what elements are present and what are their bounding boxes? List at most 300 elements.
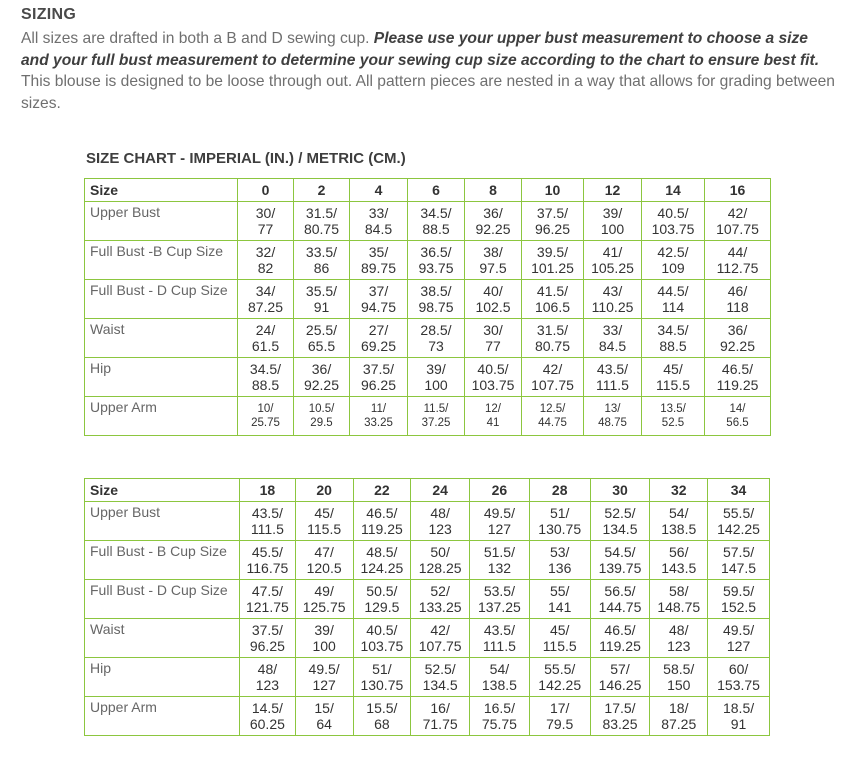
measurement-cell: [584, 280, 642, 319]
imperial-value: 25.5/: [305, 322, 338, 338]
imperial-value: 42.5/: [657, 244, 689, 260]
measurement-cell: [240, 541, 296, 580]
measurement-cell: [529, 619, 590, 658]
imperial-value: 36/: [483, 205, 503, 221]
measurement-cell: [650, 697, 708, 736]
imperial-value: 46/: [727, 283, 748, 299]
measurement-cell: [705, 319, 771, 358]
metric-value: 111.5: [250, 521, 284, 537]
measurement-label: Full Bust -B Cup Size: [85, 241, 238, 280]
metric-value: 110.25: [591, 299, 634, 315]
measurement-cell: [465, 319, 522, 358]
imperial-value: 12/: [485, 403, 501, 415]
measurement-cell: [584, 241, 642, 280]
metric-value: 153.75: [717, 677, 760, 693]
imperial-value: 42/: [542, 361, 563, 377]
metric-value: 79.5: [546, 716, 574, 732]
imperial-value: 41.5/: [536, 283, 569, 299]
imperial-value: 18/: [669, 700, 689, 716]
metric-value: 132: [487, 560, 512, 576]
imperial-value: 31.5/: [305, 205, 338, 221]
imperial-value: 47.5/: [251, 583, 283, 599]
imperial-value: 15.5/: [366, 700, 398, 716]
measurement-cell: [240, 697, 296, 736]
metric-value: 133.25: [418, 599, 462, 615]
imperial-value: 37/: [368, 283, 389, 299]
size-column-header: 34: [708, 479, 770, 502]
imperial-value: 58.5/: [663, 661, 695, 677]
imperial-value: 54/: [669, 505, 689, 521]
imperial-value: 16/: [430, 700, 450, 716]
measurement-cell: [353, 619, 411, 658]
metric-value: 103.75: [360, 638, 404, 654]
measurement-row: [85, 319, 771, 358]
measurement-cell: [295, 619, 353, 658]
imperial-value: 16.5/: [483, 700, 515, 716]
metric-value: 124.25: [360, 560, 404, 576]
imperial-value: 58/: [669, 583, 689, 599]
measurement-row: [85, 658, 770, 697]
chart-title: SIZE CHART - IMPERIAL (IN.) / METRIC (CM.): [86, 150, 406, 167]
measurement-cell: [411, 541, 470, 580]
metric-value: 115.5: [542, 638, 577, 654]
measurement-cell: [411, 580, 470, 619]
measurement-cell: [411, 658, 470, 697]
measurement-cell: [590, 658, 650, 697]
measurement-label: Upper Bust: [85, 502, 240, 541]
measurement-label: Upper Arm: [85, 697, 240, 736]
measurement-row: [85, 580, 770, 619]
size-header-label: Size: [85, 479, 240, 502]
metric-value: 123: [667, 638, 691, 654]
imperial-value: 48.5/: [366, 544, 398, 560]
measurement-cell: [705, 202, 771, 241]
imperial-value: 42/: [430, 622, 450, 638]
measurement-cell: [590, 619, 650, 658]
metric-value: 107.75: [418, 638, 462, 654]
metric-value: 127: [726, 638, 751, 654]
metric-value: 80.75: [303, 221, 340, 237]
measurement-cell: [590, 541, 650, 580]
metric-value: 92.25: [475, 221, 511, 237]
metric-value: 98.75: [418, 299, 454, 315]
metric-value: 96.25: [534, 221, 571, 237]
measurement-cell: [294, 241, 350, 280]
size-column-header: 32: [650, 479, 708, 502]
metric-value: 134.5: [422, 677, 458, 693]
size-column-header: 28: [529, 479, 590, 502]
metric-value: 96.25: [249, 638, 285, 654]
metric-value: 142.25: [538, 677, 582, 693]
imperial-value: 18.5/: [722, 700, 755, 716]
imperial-value: 10/: [257, 403, 274, 415]
imperial-value: 54/: [489, 661, 510, 677]
measurement-cell: [411, 502, 470, 541]
imperial-value: 56/: [669, 544, 689, 560]
metric-value: 101.25: [531, 260, 574, 276]
imperial-value: 46.5/: [366, 505, 398, 521]
measurement-row: [85, 397, 771, 436]
imperial-value: 36.5/: [420, 244, 452, 260]
measurement-label: Full Bust - D Cup Size: [85, 580, 240, 619]
imperial-value: 60/: [728, 661, 749, 677]
imperial-value: 55.5/: [722, 505, 755, 521]
metric-value: 119.25: [716, 377, 759, 393]
measurement-cell: [522, 397, 584, 436]
imperial-value: 34/: [255, 283, 276, 299]
measurement-cell: [350, 202, 408, 241]
metric-value: 91: [730, 716, 747, 732]
imperial-value: 40.5/: [477, 361, 509, 377]
metric-value: 61.5: [251, 338, 280, 354]
imperial-value: 35.5/: [305, 283, 338, 299]
imperial-value: 46.5/: [721, 361, 754, 377]
measurement-cell: [294, 358, 350, 397]
measurement-cell: [240, 580, 296, 619]
measurement-cell: [584, 397, 642, 436]
metric-value: 111.5: [482, 638, 516, 654]
imperial-value: 40.5/: [366, 622, 398, 638]
measurement-cell: [650, 658, 708, 697]
metric-value: 116.75: [246, 560, 289, 576]
measurement-cell: [238, 397, 294, 436]
measurement-cell: [295, 580, 353, 619]
metric-value: 138.5: [661, 521, 697, 537]
measurement-cell: [705, 358, 771, 397]
measurement-cell: [642, 358, 705, 397]
metric-value: 80.75: [534, 338, 571, 354]
measurement-label: Full Bust - D Cup Size: [85, 280, 238, 319]
imperial-value: 14.5/: [251, 700, 283, 716]
measurement-cell: [522, 358, 584, 397]
intro-bold-instruction: Please use your upper bust measurement to choose a size and your full bust measurement to determine your sewing cup size according to the chart to ensure best fit.: [21, 30, 820, 69]
measurement-cell: [470, 541, 530, 580]
measurement-cell: [350, 358, 408, 397]
imperial-value: 43.5/: [596, 361, 629, 377]
measurement-row: [85, 619, 770, 658]
imperial-value: 39/: [314, 622, 334, 638]
metric-value: 139.75: [598, 560, 642, 576]
metric-value: 118: [726, 299, 749, 315]
imperial-value: 15/: [314, 700, 334, 716]
measurement-cell: [642, 241, 705, 280]
measurement-cell: [238, 202, 294, 241]
measurement-cell: [238, 241, 294, 280]
measurement-cell: [529, 541, 590, 580]
imperial-value: 54.5/: [604, 544, 636, 560]
measurement-cell: [529, 502, 590, 541]
measurement-cell: [650, 541, 708, 580]
metric-value: 115.5: [307, 521, 342, 537]
metric-value: 82: [257, 260, 274, 276]
measurement-cell: [708, 697, 770, 736]
size-column-header: 16: [705, 179, 771, 202]
metric-value: 152.5: [721, 599, 757, 615]
size-column-header: 0: [238, 179, 294, 202]
imperial-value: 43.5/: [251, 505, 283, 521]
imperial-value: 34.5/: [249, 361, 282, 377]
imperial-value: 11.5/: [423, 403, 449, 415]
imperial-value: 52.5/: [424, 661, 456, 677]
metric-value: 60.25: [249, 716, 285, 732]
metric-value: 83.25: [602, 716, 638, 732]
imperial-value: 50/: [430, 544, 450, 560]
size-column-header: 8: [465, 179, 522, 202]
imperial-value: 36/: [311, 361, 332, 377]
metric-value: 73: [428, 338, 444, 354]
measurement-cell: [584, 358, 642, 397]
metric-value: 150: [667, 677, 691, 693]
measurement-cell: [705, 241, 771, 280]
imperial-value: 37.5/: [251, 622, 283, 638]
metric-value: 125.75: [302, 599, 346, 615]
size-chart-table-1: [84, 178, 771, 436]
imperial-value: 17/: [549, 700, 570, 716]
section-heading: SIZING: [21, 6, 77, 23]
imperial-value: 47/: [314, 544, 334, 560]
measurement-cell: [522, 202, 584, 241]
measurement-cell: [470, 658, 530, 697]
metric-value: 52.5: [661, 417, 685, 429]
imperial-value: 30/: [483, 322, 503, 338]
measurement-label: Hip: [85, 658, 240, 697]
imperial-value: 36/: [727, 322, 748, 338]
measurement-cell: [522, 241, 584, 280]
measurement-cell: [529, 697, 590, 736]
metric-value: 65.5: [307, 338, 336, 354]
metric-value: 88.5: [251, 377, 280, 393]
metric-value: 109: [661, 260, 685, 276]
measurement-cell: [294, 397, 350, 436]
metric-value: 112.75: [716, 260, 759, 276]
measurement-cell: [705, 280, 771, 319]
measurement-cell: [353, 658, 411, 697]
imperial-value: 50.5/: [366, 583, 398, 599]
imperial-value: 48/: [257, 661, 278, 677]
imperial-value: 59.5/: [722, 583, 755, 599]
imperial-value: 31.5/: [536, 322, 569, 338]
metric-value: 123: [428, 521, 452, 537]
measurement-cell: [522, 280, 584, 319]
measurement-cell: [408, 319, 465, 358]
measurement-label: Upper Bust: [85, 202, 238, 241]
imperial-value: 51.5/: [483, 544, 515, 560]
metric-value: 88.5: [422, 221, 450, 237]
metric-value: 107.75: [716, 221, 759, 237]
metric-value: 96.25: [360, 377, 397, 393]
measurement-cell: [470, 502, 530, 541]
imperial-value: 49.5/: [308, 661, 340, 677]
measurement-cell: [240, 619, 296, 658]
measurement-cell: [584, 319, 642, 358]
metric-value: 148.75: [657, 599, 701, 615]
size-column-header: 14: [642, 179, 705, 202]
imperial-value: 17.5/: [604, 700, 636, 716]
imperial-value: 40/: [483, 283, 503, 299]
imperial-value: 39.5/: [536, 244, 569, 260]
metric-value: 92.25: [719, 338, 756, 354]
metric-value: 143.5: [661, 560, 697, 576]
measurement-cell: [470, 580, 530, 619]
measurement-cell: [353, 541, 411, 580]
metric-value: 119.25: [599, 638, 641, 654]
metric-value: 48.75: [598, 417, 627, 429]
measurement-label: Hip: [85, 358, 238, 397]
imperial-value: 34.5/: [420, 205, 452, 221]
measurement-cell: [708, 619, 770, 658]
measurement-row: [85, 241, 771, 280]
measurement-cell: [529, 580, 590, 619]
size-column-header: 22: [353, 479, 411, 502]
metric-value: 56.5: [726, 417, 749, 429]
metric-value: 69.25: [360, 338, 397, 354]
metric-value: 87.25: [661, 716, 697, 732]
metric-value: 107.75: [531, 377, 574, 393]
metric-value: 92.25: [303, 377, 340, 393]
metric-value: 25.75: [251, 417, 280, 429]
metric-value: 84.5: [598, 338, 627, 354]
imperial-value: 35/: [368, 244, 389, 260]
metric-value: 134.5: [602, 521, 638, 537]
measurement-cell: [642, 397, 705, 436]
imperial-value: 28.5/: [420, 322, 452, 338]
measurement-cell: [408, 280, 465, 319]
metric-value: 146.25: [598, 677, 642, 693]
imperial-value: 43/: [602, 283, 623, 299]
imperial-value: 14/: [729, 403, 746, 415]
measurement-cell: [590, 580, 650, 619]
measurement-cell: [708, 502, 770, 541]
measurement-cell: [411, 697, 470, 736]
metric-value: 94.75: [360, 299, 397, 315]
metric-value: 130.75: [360, 677, 404, 693]
metric-value: 128.25: [418, 560, 462, 576]
metric-value: 120.5: [306, 560, 342, 576]
metric-value: 33.25: [364, 417, 393, 429]
measurement-cell: [411, 619, 470, 658]
imperial-value: 45/: [549, 622, 570, 638]
imperial-value: 44/: [727, 244, 748, 260]
metric-value: 127: [487, 521, 512, 537]
size-column-header: 2: [294, 179, 350, 202]
metric-value: 68: [374, 716, 390, 732]
metric-value: 119.25: [360, 521, 403, 537]
measurement-cell: [350, 397, 408, 436]
metric-value: 100: [600, 221, 625, 237]
metric-value: 121.75: [245, 599, 289, 615]
metric-value: 84.5: [364, 221, 393, 237]
metric-value: 71.75: [422, 716, 458, 732]
size-column-header: 30: [590, 479, 650, 502]
imperial-value: 52.5/: [604, 505, 636, 521]
size-chart-table-2: [84, 478, 770, 736]
metric-value: 123: [255, 677, 280, 693]
metric-value: 29.5: [310, 417, 333, 429]
measurement-cell: [350, 241, 408, 280]
metric-value: 115.5: [656, 377, 690, 393]
size-header-row: [85, 479, 770, 502]
measurement-cell: [408, 358, 465, 397]
measurement-label: Waist: [85, 319, 238, 358]
measurement-cell: [642, 319, 705, 358]
measurement-cell: [295, 697, 353, 736]
measurement-cell: [465, 202, 522, 241]
imperial-value: 49.5/: [722, 622, 755, 638]
measurement-cell: [522, 319, 584, 358]
size-column-header: 26: [470, 479, 530, 502]
measurement-cell: [238, 280, 294, 319]
metric-value: 111.5: [596, 377, 629, 393]
metric-value: 86: [313, 260, 330, 276]
metric-value: 77: [485, 338, 501, 354]
measurement-cell: [650, 619, 708, 658]
imperial-value: 51/: [372, 661, 392, 677]
measurement-cell: [708, 541, 770, 580]
imperial-value: 57/: [610, 661, 630, 677]
measurement-cell: [238, 358, 294, 397]
measurement-row: [85, 202, 771, 241]
metric-value: 106.5: [534, 299, 571, 315]
imperial-value: 37.5/: [536, 205, 569, 221]
metric-value: 77: [257, 221, 274, 237]
metric-value: 93.75: [418, 260, 454, 276]
size-column-header: 18: [240, 479, 296, 502]
measurement-cell: [294, 202, 350, 241]
metric-value: 142.25: [717, 521, 760, 537]
imperial-value: 51/: [549, 505, 570, 521]
metric-value: 91: [313, 299, 330, 315]
measurement-cell: [295, 658, 353, 697]
metric-value: 137.25: [477, 599, 521, 615]
measurement-cell: [470, 697, 530, 736]
metric-value: 103.75: [471, 377, 515, 393]
imperial-value: 53/: [549, 544, 570, 560]
metric-value: 127: [312, 677, 336, 693]
imperial-value: 44.5/: [657, 283, 689, 299]
measurement-row: [85, 358, 771, 397]
measurement-cell: [465, 280, 522, 319]
measurement-cell: [408, 397, 465, 436]
measurement-cell: [350, 319, 408, 358]
imperial-value: 10.5/: [308, 403, 335, 415]
metric-value: 102.5: [475, 299, 511, 315]
imperial-value: 30/: [255, 205, 276, 221]
measurement-label: Full Bust - B Cup Size: [85, 541, 240, 580]
imperial-value: 37.5/: [362, 361, 395, 377]
measurement-cell: [590, 502, 650, 541]
imperial-value: 53.5/: [483, 583, 515, 599]
size-header-label: Size: [85, 179, 238, 202]
imperial-value: 49.5/: [483, 505, 515, 521]
imperial-value: 41/: [602, 244, 623, 260]
imperial-value: 33/: [602, 322, 623, 338]
imperial-value: 27/: [368, 322, 389, 338]
imperial-value: 42/: [727, 205, 748, 221]
measurement-cell: [470, 619, 530, 658]
measurement-cell: [350, 280, 408, 319]
imperial-value: 13/: [604, 403, 621, 415]
imperial-value: 45/: [663, 361, 683, 377]
size-column-header: 20: [295, 479, 353, 502]
intro-paragraph: [21, 28, 836, 114]
imperial-value: 56.5/: [604, 583, 636, 599]
size-column-header: 10: [522, 179, 584, 202]
imperial-value: 24/: [255, 322, 276, 338]
measurement-label: Upper Arm: [85, 397, 238, 436]
measurement-cell: [650, 502, 708, 541]
imperial-value: 46.5/: [604, 622, 636, 638]
metric-value: 89.75: [360, 260, 397, 276]
